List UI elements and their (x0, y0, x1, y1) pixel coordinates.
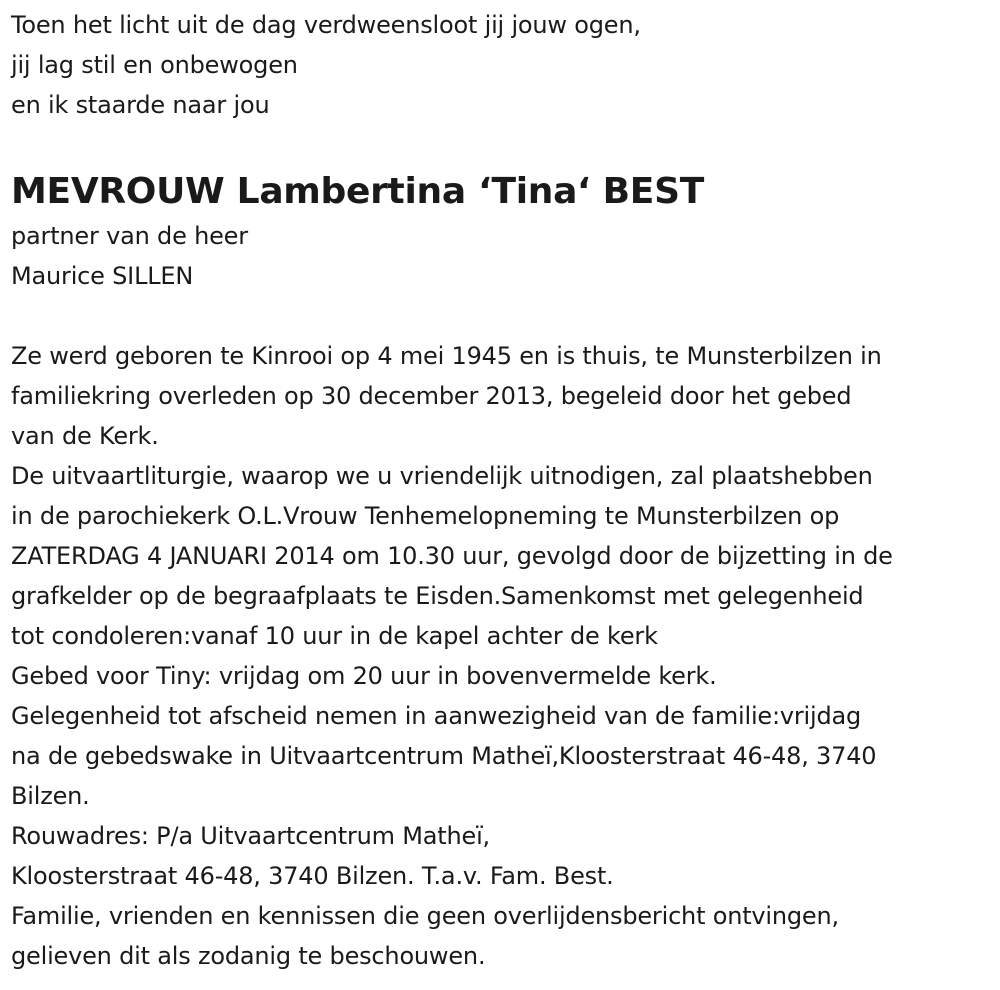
deceased-block (11, 168, 993, 296)
announcement-line: grafkelder op de begraafplaats te Eisden.Samenkomst met gelegenheid (11, 582, 864, 610)
announcement-line: in de parochiekerk O.L.Vrouw Tenhemelopneming te Munsterbilzen op (11, 502, 840, 530)
obituary-page (11, 5, 993, 976)
announcement-line: gelieven dit als zodanig te beschouwen. (11, 942, 486, 970)
announcement-line: familiekring overleden op 30 december 2013, begeleid door het gebed (11, 382, 852, 410)
announcement-line: tot condoleren:vanaf 10 uur in de kapel achter de kerk (11, 622, 658, 650)
poem-line: jij lag stil en onbewogen (11, 51, 298, 79)
announcement-line: Kloosterstraat 46-48, 3740 Bilzen. T.a.v. Fam. Best. (11, 862, 614, 890)
announcement-line: Familie, vrienden en kennissen die geen overlijdensbericht ontvingen, (11, 902, 839, 930)
announcement-line: Gelegenheid tot afscheid nemen in aanwezigheid van de familie:vrijdag (11, 702, 862, 730)
poem-line: en ik staarde naar jou (11, 91, 270, 119)
partner-line: partner van de heer (11, 222, 248, 250)
announcement-line: Gebed voor Tiny: vrijdag om 20 uur in bovenvermelde kerk. (11, 662, 717, 690)
partner-name: Maurice SILLEN (11, 262, 194, 290)
announcement-line: ZATERDAG 4 JANUARI 2014 om 10.30 uur, gevolgd door de bijzetting in de (11, 542, 893, 570)
deceased-name: MEVROUW Lambertina ‘Tina‘ BEST (11, 171, 704, 212)
announcement-text (11, 336, 993, 976)
announcement-line: van de Kerk. (11, 422, 159, 450)
spacer (11, 125, 993, 168)
poem-line: Toen het licht uit de dag verdweensloot jij jouw ogen, (11, 11, 641, 39)
announcement-line: Bilzen. (11, 782, 90, 810)
announcement-line: na de gebedswake in Uitvaartcentrum Matheï,Kloosterstraat 46-48, 3740 (11, 742, 877, 770)
poem (11, 5, 993, 125)
announcement-line: Rouwadres: P/a Uitvaartcentrum Matheï, (11, 822, 490, 850)
announcement-line: De uitvaartliturgie, waarop we u vriendelijk uitnodigen, zal plaatshebben (11, 462, 873, 490)
announcement-line: Ze werd geboren te Kinrooi op 4 mei 1945 en is thuis, te Munsterbilzen in (11, 342, 882, 370)
spacer (11, 296, 993, 336)
